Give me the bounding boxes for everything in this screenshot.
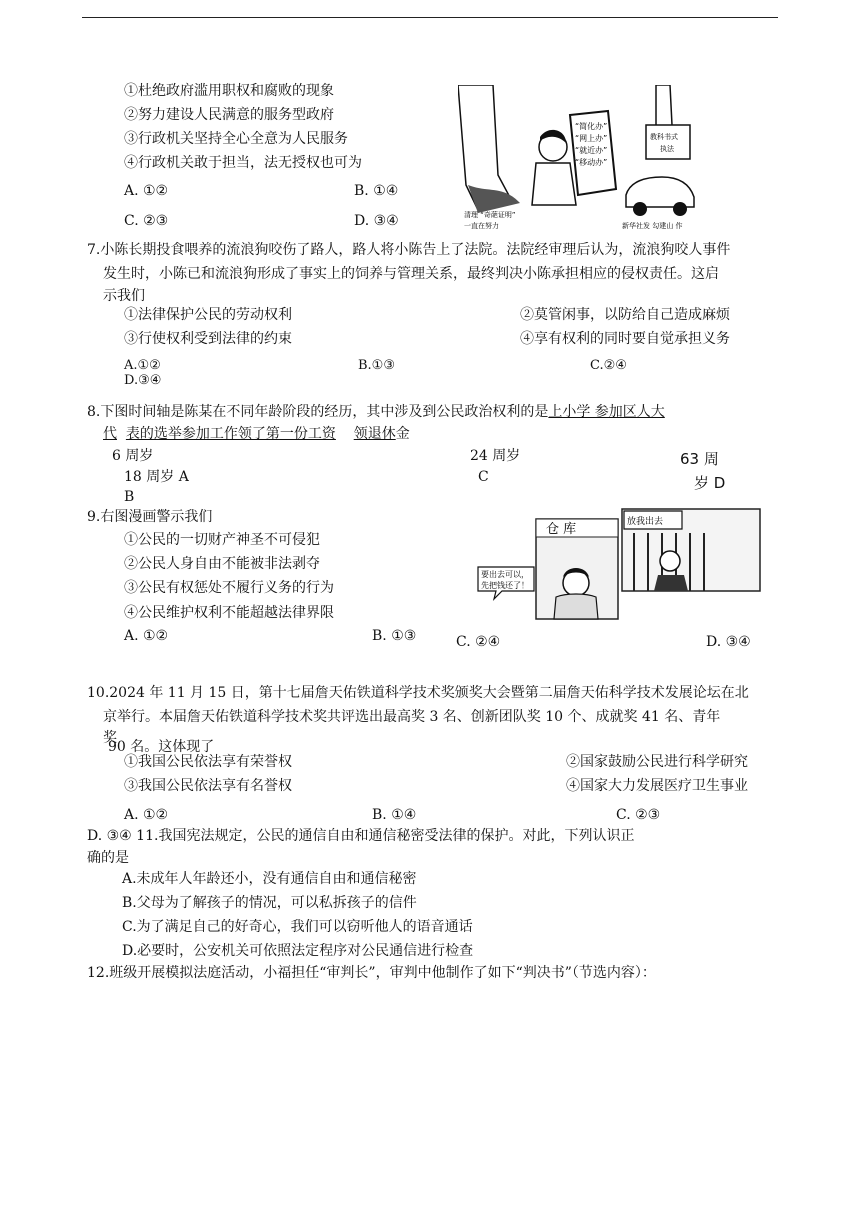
q9-option-1: ①公民的一切财产神圣不可侵犯 [124,532,320,548]
q8-stem-line1 [87,402,665,422]
q8-age-24: 24 周岁 [470,448,521,464]
q6-cartoon-drawing [458,85,708,231]
q7-choice-c: C.②④ [590,358,627,373]
q11-stem-line2: 确的是 [87,850,129,866]
q6-doc1-line3: “就近办” [575,146,608,155]
q8-mark-b: B [124,489,135,505]
q6-credit: 新华社发 勾建山 作 [622,222,683,230]
q7-choice-d: D.③④ [124,373,162,388]
q10-stem-line3: 奖 [103,730,117,746]
q9-option-2: ②公民人身自由不能被非法剥夺 [124,556,320,572]
q6-option-2: ②努力建设人民满意的服务型政府 [124,107,334,123]
q9-bubble1-line1: 要出去可以， [481,570,529,579]
q10-stem-line1: 10.2024 年 11 月 15 日，第十七届詹天佑铁道科学技术奖颁奖大会暨第二届詹天佑科学技术发展论坛在北 [87,685,749,701]
q8-age-18: 18 周岁 A [124,469,189,485]
q8-age-63-line2: 岁 D [694,474,726,492]
q7-choice-a: A.①② [124,358,161,373]
q6-caption-left: 清理 “奇葩证明” [464,211,516,219]
q10-stem-line4: 90 名。这体现了 [108,739,215,755]
q7-stem-line1: 7.小陈长期投食喂养的流浪狗咬伤了路人，路人将小陈告上了法院。法院经审理后认为，流浪狗咬人事件 [87,242,731,258]
q9-choice-b: B. ①③ [372,628,417,644]
q6-doc2-line2: 执法 [660,145,674,153]
q9-option-3: ③公民有权惩处不履行义务的行为 [124,580,334,596]
q6-caption-bottom: 一直在努力 [464,222,499,230]
q12-stem: 12.班级开展模拟法庭活动，小福担任“审判长”，审判中他制作了如下“判决书”（节选内容）： [87,965,656,981]
q6-choice-b: B. ①④ [354,183,399,199]
q6-choice-d: D. ③④ [354,213,399,229]
q9-cartoon-drawing [474,505,764,627]
q6-choice-c: C. ②③ [124,213,169,229]
q9-bubble2: 放我出去 [627,517,664,527]
q6-cartoon [458,85,708,231]
q11-option-b: B.父母为了解孩子的情况，可以私拆孩子的信件 [122,895,417,911]
q8-stem-end: 金 [395,426,410,442]
header-rule [82,17,778,18]
q11-option-d: D.必要时，公安机关可依照法定程序对公民通信进行检查 [122,943,474,959]
q6-doc2-line1: 教科书式 [650,133,678,141]
q6-option-3: ③行政机关坚持全心全意为人民服务 [124,131,348,147]
q8-stem-line2 [103,424,410,444]
q6-doc1-line1: “简化办” [575,122,608,131]
q9-stem: 9.右图漫画警示我们 [87,509,213,525]
q10-choice-b: B. ①④ [372,807,417,823]
q7-stem-line2: 发生时，小陈已和流浪狗形成了事实上的饲养与管理关系，最终判决小陈承担相应的侵权责任。这启 [103,266,719,282]
q9-sign: 仓 库 [546,522,577,537]
q9-option-4: ④公民维护权利不能超越法律界限 [124,605,334,621]
q6-option-4: ④行政机关敢于担当，法无授权也可为 [124,155,362,171]
q7-option-2: ②莫管闲事，以防给自己造成麻烦 [520,307,730,323]
q6-option-1: ①杜绝政府滥用职权和腐败的现象 [124,83,334,99]
q9-choice-a: A. ①② [124,628,169,644]
q7-option-1: ①法律保护公民的劳动权利 [124,307,292,323]
q11-option-c: C.为了满足自己的好奇心，我们可以窃听他人的语音通话 [122,919,473,935]
q9-choice-c: C. ②④ [456,634,501,650]
q10-choice-a: A. ①② [124,807,169,823]
q10-option-4: ④国家大力发展医疗卫生事业 [566,778,748,794]
q9-choice-d: D. ③④ [706,634,751,650]
q10-option-2: ②国家鼓励公民进行科学研究 [566,754,748,770]
q6-choice-a: A. ①② [124,183,169,199]
q7-option-3: ③行使权利受到法律的约束 [124,331,292,347]
q8-stem-underlined-2: 代 [103,426,117,442]
q9-cartoon [474,505,764,627]
q11-stem-line1: D. ③④ 11.我国宪法规定，公民的通信自由和通信秘密受法律的保护。对此，下列认识正 [87,828,635,844]
q8-stem-underlined-4: 领退休 [353,426,396,442]
q7-choice-b: B.①③ [358,358,395,373]
q7-option-4: ④享有权利的同时要自觉承担义务 [520,331,730,347]
q8-stem-underlined-1: 上小学 参加区人大 [548,404,665,420]
q11-option-a: A.未成年人年龄还小，没有通信自由和通信秘密 [122,871,417,887]
q7-stem-line3: 示我们 [103,288,145,304]
q8-mark-c: C [478,469,489,485]
q6-doc1-line4: “移动办” [575,158,608,167]
q10-choice-c: C. ②③ [616,807,661,823]
q8-stem-prefix: 8.下图时间轴是陈某在不同年龄阶段的经历，其中涉及到公民政治权利的是 [87,404,549,420]
q9-bubble1-line2: 先把钱还了！ [481,581,529,590]
q8-age-63-line1: 63 周 [680,450,719,468]
q10-option-1: ①我国公民依法享有荣誉权 [124,754,292,770]
q8-stem-underlined-3: 表的选举参加工作领了第一份工资 [125,426,336,442]
q10-stem-line2: 京举行。本届詹天佑铁道科学技术奖共评选出最高奖 3 名、创新团队奖 10 个、成就奖 41 名、青年 [103,709,721,725]
q8-age-6: 6 周岁 [112,448,154,464]
q6-doc1-line2: “网上办” [575,134,608,143]
q10-option-3: ③我国公民依法享有名誉权 [124,778,292,794]
